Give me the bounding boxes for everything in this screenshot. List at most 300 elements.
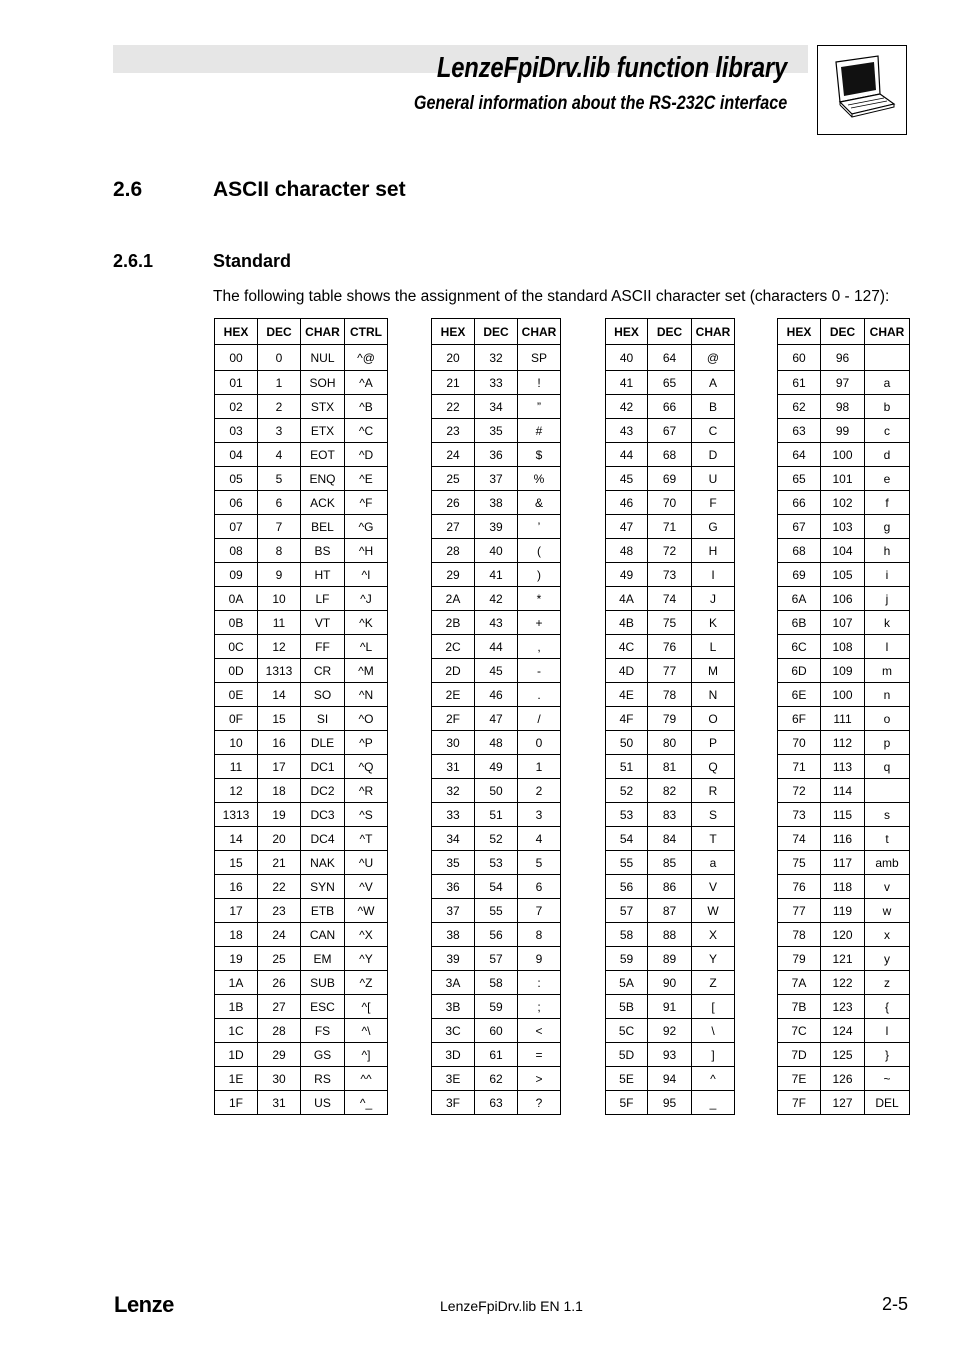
table-cell: 96: [821, 345, 865, 371]
table-cell: 4E: [606, 683, 648, 707]
table-cell: [865, 779, 910, 803]
table-cell: 2: [258, 395, 301, 419]
table-cell: 38: [432, 923, 475, 947]
table-cell: 90: [648, 971, 692, 995]
table-cell: 36: [432, 875, 475, 899]
table-cell: m: [865, 659, 910, 683]
table-cell: 112: [821, 731, 865, 755]
table-cell: D: [692, 443, 735, 467]
table-cell: N: [692, 683, 735, 707]
table-cell: 86: [648, 875, 692, 899]
table-cell: _: [692, 1091, 735, 1115]
table-cell: 40: [606, 345, 648, 371]
table-cell: 111: [821, 707, 865, 731]
column-gap: [561, 731, 606, 755]
table-cell: ^W: [345, 899, 388, 923]
table-cell: 08: [215, 539, 258, 563]
table-cell: 47: [475, 707, 518, 731]
table-cell: y: [865, 947, 910, 971]
column-gap: [561, 659, 606, 683]
table-cell: ^J: [345, 587, 388, 611]
table-cell: 4: [518, 827, 561, 851]
table-cell: ETX: [301, 419, 345, 443]
table-cell: 7B: [778, 995, 821, 1019]
table-cell: 127: [821, 1091, 865, 1115]
table-cell: (: [518, 539, 561, 563]
table-cell: 19: [258, 803, 301, 827]
table-cell: 41: [606, 371, 648, 395]
table-row: [215, 803, 910, 827]
table-cell: 47: [606, 515, 648, 539]
table-cell: ]: [692, 1043, 735, 1067]
table-cell: 60: [475, 1019, 518, 1043]
table-cell: 0F: [215, 707, 258, 731]
table-cell: ^: [692, 1067, 735, 1091]
table-cell: NAK: [301, 851, 345, 875]
table-cell: 123: [821, 995, 865, 1019]
table-cell: 46: [475, 683, 518, 707]
table-cell: US: [301, 1091, 345, 1115]
table-cell: ^R: [345, 779, 388, 803]
table-cell: 76: [778, 875, 821, 899]
table-cell: 50: [606, 731, 648, 755]
table-row: [215, 419, 910, 443]
table-cell: 26: [258, 971, 301, 995]
table-cell: 5: [518, 851, 561, 875]
column-header: DEC: [475, 319, 518, 345]
table-cell: 7: [258, 515, 301, 539]
table-cell: P: [692, 731, 735, 755]
table-cell: ;: [518, 995, 561, 1019]
table-cell: 67: [648, 419, 692, 443]
table-cell: 1: [518, 755, 561, 779]
table-cell: amb: [865, 851, 910, 875]
table-cell: 41: [475, 563, 518, 587]
table-cell: ^Y: [345, 947, 388, 971]
table-cell: NUL: [301, 345, 345, 371]
table-cell: 46: [606, 491, 648, 515]
column-gap: [388, 1043, 432, 1067]
table-cell: 34: [432, 827, 475, 851]
table-cell: 115: [821, 803, 865, 827]
column-gap: [561, 875, 606, 899]
table-cell: 53: [606, 803, 648, 827]
table-cell: 37: [475, 467, 518, 491]
table-cell: 28: [258, 1019, 301, 1043]
table-cell: 6A: [778, 587, 821, 611]
table-cell: .: [518, 683, 561, 707]
table-cell: 14: [258, 683, 301, 707]
column-header: DEC: [258, 319, 301, 345]
table-cell: 63: [475, 1091, 518, 1115]
table-cell: 4F: [606, 707, 648, 731]
column-gap: [388, 395, 432, 419]
column-gap: [735, 803, 778, 827]
table-cell: 126: [821, 1067, 865, 1091]
table-cell: U: [692, 467, 735, 491]
column-gap: [561, 371, 606, 395]
table-cell: 56: [606, 875, 648, 899]
column-gap: [388, 611, 432, 635]
table-cell: 43: [475, 611, 518, 635]
column-gap: [561, 587, 606, 611]
table-cell: 2E: [432, 683, 475, 707]
table-row: [215, 611, 910, 635]
table-cell: CAN: [301, 923, 345, 947]
table-cell: n: [865, 683, 910, 707]
column-gap: [735, 995, 778, 1019]
column-gap: [561, 827, 606, 851]
table-cell: :: [518, 971, 561, 995]
table-cell: X: [692, 923, 735, 947]
table-cell: 6E: [778, 683, 821, 707]
table-cell: ~: [865, 1067, 910, 1091]
table-cell: 2F: [432, 707, 475, 731]
table-cell: 44: [475, 635, 518, 659]
table-cell: o: [865, 707, 910, 731]
table-cell: 81: [648, 755, 692, 779]
table-cell: V: [692, 875, 735, 899]
table-cell: 70: [778, 731, 821, 755]
table-cell: 64: [778, 443, 821, 467]
table-row: [215, 923, 910, 947]
table-cell: @: [692, 345, 735, 371]
table-cell: 62: [778, 395, 821, 419]
table-cell: 9: [518, 947, 561, 971]
table-cell: 62: [475, 1067, 518, 1091]
table-cell: 19: [215, 947, 258, 971]
table-cell: 5F: [606, 1091, 648, 1115]
column-header: HEX: [778, 319, 821, 345]
table-cell: 108: [821, 635, 865, 659]
column-header: CTRL: [345, 319, 388, 345]
table-cell: 66: [778, 491, 821, 515]
table-cell: v: [865, 875, 910, 899]
table-cell: 3F: [432, 1091, 475, 1115]
table-cell: RS: [301, 1067, 345, 1091]
table-cell: 2: [518, 779, 561, 803]
table-row: [215, 1043, 910, 1067]
table-cell: ^_: [345, 1091, 388, 1115]
column-gap: [735, 947, 778, 971]
column-gap: [561, 345, 606, 371]
table-cell: 84: [648, 827, 692, 851]
table-cell: 42: [475, 587, 518, 611]
table-cell: 117: [821, 851, 865, 875]
table-cell: ^D: [345, 443, 388, 467]
table-cell: O: [692, 707, 735, 731]
column-gap: [735, 851, 778, 875]
column-gap: [561, 491, 606, 515]
column-gap: [735, 635, 778, 659]
table-cell: CR: [301, 659, 345, 683]
column-gap: [735, 611, 778, 635]
table-cell: 1: [258, 371, 301, 395]
table-cell: 78: [648, 683, 692, 707]
table-cell: 70: [648, 491, 692, 515]
column-gap: [735, 827, 778, 851]
column-gap: [388, 319, 432, 345]
table-cell: 74: [648, 587, 692, 611]
table-cell: 5C: [606, 1019, 648, 1043]
table-cell: 103: [821, 515, 865, 539]
table-cell: 106: [821, 587, 865, 611]
table-cell: 79: [648, 707, 692, 731]
table-cell: ^I: [345, 563, 388, 587]
table-cell: 54: [475, 875, 518, 899]
column-gap: [735, 319, 778, 345]
table-cell: 33: [432, 803, 475, 827]
table-cell: 79: [778, 947, 821, 971]
table-cell: 88: [648, 923, 692, 947]
column-header: HEX: [215, 319, 258, 345]
table-cell: 63: [778, 419, 821, 443]
table-cell: EOT: [301, 443, 345, 467]
column-gap: [735, 971, 778, 995]
column-gap: [388, 345, 432, 371]
table-cell: 113: [821, 755, 865, 779]
column-gap: [561, 971, 606, 995]
table-cell: 72: [648, 539, 692, 563]
column-gap: [735, 371, 778, 395]
column-gap: [561, 515, 606, 539]
table-cell: 7D: [778, 1043, 821, 1067]
table-cell: a: [865, 371, 910, 395]
lenze-logo: Lenze: [114, 1292, 174, 1317]
table-cell: d: [865, 443, 910, 467]
column-gap: [735, 563, 778, 587]
column-gap: [388, 947, 432, 971]
table-cell: #: [518, 419, 561, 443]
column-gap: [735, 779, 778, 803]
table-cell: ^^: [345, 1067, 388, 1091]
table-cell: 32: [475, 345, 518, 371]
page-number: 2-5: [881, 1294, 908, 1314]
table-cell: SO: [301, 683, 345, 707]
column-header: DEC: [648, 319, 692, 345]
table-row: [215, 659, 910, 683]
table-cell: 104: [821, 539, 865, 563]
table-cell: 71: [778, 755, 821, 779]
column-gap: [388, 467, 432, 491]
table-cell: 0B: [215, 611, 258, 635]
table-cell: SOH: [301, 371, 345, 395]
table-cell: 05: [215, 467, 258, 491]
column-gap: [735, 419, 778, 443]
table-cell: 64: [648, 345, 692, 371]
table-cell: 20: [432, 345, 475, 371]
table-cell: L: [692, 635, 735, 659]
table-cell: ^H: [345, 539, 388, 563]
table-cell: 66: [648, 395, 692, 419]
table-cell: 7: [518, 899, 561, 923]
table-cell: DC1: [301, 755, 345, 779]
table-cell: 1F: [215, 1091, 258, 1115]
table-row: [215, 467, 910, 491]
table-cell: 89: [648, 947, 692, 971]
table-cell: 95: [648, 1091, 692, 1115]
table-cell: 69: [778, 563, 821, 587]
table-body: [215, 345, 910, 1115]
table-cell: w: [865, 899, 910, 923]
table-cell: 116: [821, 827, 865, 851]
table-cell: 14: [215, 827, 258, 851]
table-cell: 11: [215, 755, 258, 779]
table-cell: p: [865, 731, 910, 755]
table-cell: ’: [518, 515, 561, 539]
table-cell: M: [692, 659, 735, 683]
column-gap: [735, 1019, 778, 1043]
table-cell: 04: [215, 443, 258, 467]
column-gap: [388, 491, 432, 515]
table-cell: C: [692, 419, 735, 443]
column-gap: [388, 827, 432, 851]
table-cell: 59: [606, 947, 648, 971]
table-cell: 1C: [215, 1019, 258, 1043]
table-cell: q: [865, 755, 910, 779]
table-cell: 23: [432, 419, 475, 443]
column-gap: [561, 539, 606, 563]
column-gap: [561, 779, 606, 803]
column-gap: [388, 539, 432, 563]
table-cell: 30: [432, 731, 475, 755]
table-cell: ^@: [345, 345, 388, 371]
table-cell: VT: [301, 611, 345, 635]
table-row: [215, 587, 910, 611]
column-header: DEC: [821, 319, 865, 345]
table-row: [215, 995, 910, 1019]
column-gap: [561, 635, 606, 659]
table-cell: 21: [432, 371, 475, 395]
table-cell: 35: [432, 851, 475, 875]
table-cell: 7F: [778, 1091, 821, 1115]
table-row: [215, 345, 910, 371]
subsection-title: Standard: [213, 251, 292, 271]
table-cell: 31: [258, 1091, 301, 1115]
table-cell: h: [865, 539, 910, 563]
table-cell: \: [692, 1019, 735, 1043]
table-cell: 3C: [432, 1019, 475, 1043]
table-cell: 7A: [778, 971, 821, 995]
table-cell: 57: [606, 899, 648, 923]
table-cell: 58: [606, 923, 648, 947]
table-cell: 37: [432, 899, 475, 923]
column-gap: [561, 923, 606, 947]
table-cell: 92: [648, 1019, 692, 1043]
table-cell: ^S: [345, 803, 388, 827]
table-cell: 65: [778, 467, 821, 491]
table-row: [215, 491, 910, 515]
table-cell: GS: [301, 1043, 345, 1067]
table-cell: 32: [432, 779, 475, 803]
table-cell: ^[: [345, 995, 388, 1019]
table-cell: 0E: [215, 683, 258, 707]
laptop-icon: [818, 46, 906, 134]
table-cell: ^]: [345, 1043, 388, 1067]
table-row: [215, 1067, 910, 1091]
table-cell: 124: [821, 1019, 865, 1043]
table-cell: 27: [258, 995, 301, 1019]
table-cell: 1E: [215, 1067, 258, 1091]
column-gap: [735, 899, 778, 923]
table-cell: 6D: [778, 659, 821, 683]
table-cell: z: [865, 971, 910, 995]
table-cell: 16: [215, 875, 258, 899]
column-gap: [561, 899, 606, 923]
table-cell: 68: [648, 443, 692, 467]
table-cell: 35: [475, 419, 518, 443]
table-cell: 5A: [606, 971, 648, 995]
column-gap: [388, 1067, 432, 1091]
column-gap: [388, 851, 432, 875]
table-cell: 6B: [778, 611, 821, 635]
table-cell: ETB: [301, 899, 345, 923]
table-cell: ^K: [345, 611, 388, 635]
table-cell: SYN: [301, 875, 345, 899]
table-row: [215, 707, 910, 731]
table-cell: ^\: [345, 1019, 388, 1043]
table-cell: 61: [778, 371, 821, 395]
table-cell: STX: [301, 395, 345, 419]
table-cell: 45: [475, 659, 518, 683]
table-cell: [: [692, 995, 735, 1019]
table-cell: 119: [821, 899, 865, 923]
table-cell: 20: [258, 827, 301, 851]
table-cell: 17: [258, 755, 301, 779]
table-cell: S: [692, 803, 735, 827]
table-cell: j: [865, 587, 910, 611]
column-gap: [735, 1043, 778, 1067]
table-cell: 39: [475, 515, 518, 539]
table-cell: BEL: [301, 515, 345, 539]
table-cell: 118: [821, 875, 865, 899]
table-cell: 8: [258, 539, 301, 563]
column-gap: [388, 923, 432, 947]
table-cell: ^B: [345, 395, 388, 419]
table-cell: ^A: [345, 371, 388, 395]
table-cell: ,: [518, 635, 561, 659]
table-cell: 26: [432, 491, 475, 515]
table-cell: 18: [258, 779, 301, 803]
table-cell: DC3: [301, 803, 345, 827]
table-cell: 1313: [258, 659, 301, 683]
column-gap: [735, 1091, 778, 1115]
column-gap: [561, 851, 606, 875]
table-cell: 67: [778, 515, 821, 539]
table-cell: 6: [518, 875, 561, 899]
table-cell: 58: [475, 971, 518, 995]
table-cell: ^X: [345, 923, 388, 947]
table-row: [215, 971, 910, 995]
table-cell: Q: [692, 755, 735, 779]
table-cell: 9: [258, 563, 301, 587]
table-cell: 29: [432, 563, 475, 587]
column-gap: [735, 923, 778, 947]
column-gap: [388, 731, 432, 755]
table-cell: 65: [648, 371, 692, 395]
table-cell: *: [518, 587, 561, 611]
table-cell: 57: [475, 947, 518, 971]
table-cell: FS: [301, 1019, 345, 1043]
column-gap: [388, 971, 432, 995]
table-cell: 18: [215, 923, 258, 947]
table-cell: 43: [606, 419, 648, 443]
table-cell: 100: [821, 443, 865, 467]
table-row: [215, 1019, 910, 1043]
table-cell: -: [518, 659, 561, 683]
table-cell: 09: [215, 563, 258, 587]
table-cell: 01: [215, 371, 258, 395]
